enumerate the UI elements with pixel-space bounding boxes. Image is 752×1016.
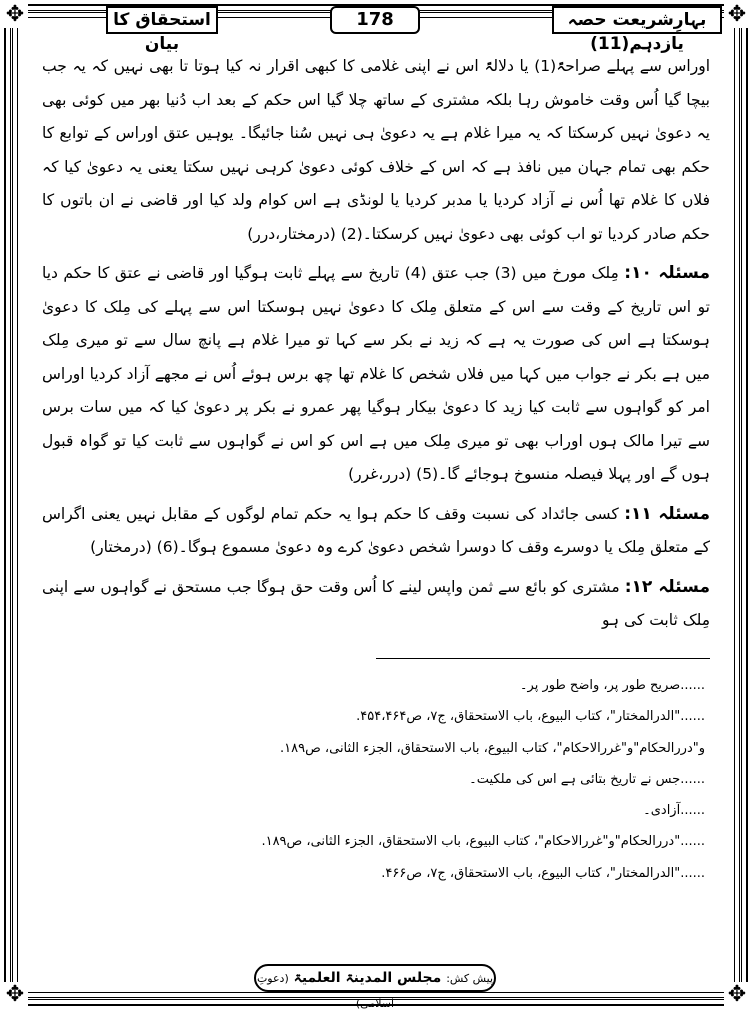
corner-ornament-icon: ✥ [724, 982, 750, 1008]
page-header [30, 6, 722, 54]
footnote: ......آزادی۔ [643, 803, 705, 819]
footnote: و"دررالحکام"و"غررالاحکام"، کتاب البیوع، باب الاستحقاق، الجزء الثانی، ص۱۸۹. [279, 740, 705, 756]
publisher-name: مجلس المدینۃ العلمیۃ [293, 970, 442, 986]
footnote: ......"دررالحکام"و"غررالاحکام"، کتاب البیوع، باب الاستحقاق، الجزء الثانی، ص۱۸۹. [261, 834, 705, 850]
footnote: ......جس نے تاریخ بتائی ہے اس کی ملکیت۔ [469, 771, 705, 787]
corner-ornament-icon: ✥ [724, 2, 750, 28]
paragraph-text: مشتری کو بائع سے ثمن واپس لینے کا اُس وقت حق ہوگا جب مستحق نے گواہوں سے اپنی مِلک ثابت کی ہو [42, 577, 710, 629]
paragraph-text: مِلک مورخ میں (3) جب عتق (4) تاریخ سے پہلے ثابت ہوگیا اور قاضی نے عتق کا حکم دیا تو اس تاریخ کے وقت سے اس کے متعلق مِلک کا دعویٰ نہیں ہوسکتا اس سے پہلے کی مِلک کا دعویٰ ہوسکتا ہے اس کی صورت یہ ہے کہ زید نے بکر سے کہا تو میرا غلام ہے پانچ سال سے تو میری مِلک میں ہے بکر نے جواب میں کہا میں فلاں شخص کا غلام تھا چھ برس ہوئے اُس نے مجھے آزاد کردیا اوراس امر کو گواہوں سے ثابت کیا زید کا دعویٰ بیکار ہوگیا پھر عمرو نے بکر پر دعویٰ کیا کہ میں سات برس سے تیرا مالک ہوں اوراب بھی تو میری مِلک میں ہے اس کو اس نے گواہوں سے ثابت کیا تو گواہ قبول ہوں گے اور پہلا فیصلہ منسوخ ہوجائے گا۔(5) (درر،غرر) [42, 264, 710, 483]
book-title: بہارِشریعت حصہ یازدہم(11) [552, 6, 722, 34]
main-text [42, 50, 710, 638]
paragraph-text: کسی جائداد کی نسبت وقف کا حکم ہوا یہ حکم تمام لوگوں کے مقابل نہیں یعنی اگراس کے متعلق مِلک یا دوسرے وقف کا دوسرا شخص دعویٰ کرے وہ دعویٰ مسموع ہوگا۔(6) (درمختار) [42, 504, 710, 556]
publisher-note: (دعوتِ اسلامی) [256, 972, 395, 1010]
footer-prefix: پیش کش: [446, 972, 494, 985]
paragraph [42, 498, 710, 565]
publisher-footer [254, 964, 496, 1010]
corner-ornament-icon: ✥ [2, 982, 28, 1008]
masala-label: مسئلہ ۱۱: [624, 503, 710, 524]
masala-label: مسئلہ ۱۰: [624, 263, 710, 283]
masala-label: مسئلہ ۱۲: [624, 576, 710, 597]
paragraph [42, 571, 710, 638]
footnote-divider [376, 658, 710, 659]
page-number: 178 [330, 6, 420, 34]
paragraph [42, 257, 710, 492]
corner-ornament-icon: ✥ [2, 2, 28, 28]
chapter-title: استحقاق کا بیان [106, 6, 218, 34]
paragraph-text: اوراس سے پہلے صراحۃً(1) یا دلالۃً اس نے اپنی غلامی کا کبھی اقرار نہ کیا ہوتا تا بھی نہیں کہ یہ جب بیچا گیا اُس وقت خاموش رہا بلکہ مشتری کے ساتھ چلا گیا اس حکم کے بعد اب دُنیا بھر میں کوئی بھی یہ دعویٰ نہیں کرسکتا کہ یہ میرا غلام ہے یہ دعویٰ ہی نہیں سُنا جائیگا۔ یوہیں عتق اوراس کے توابع کا حکم بھی تمام جہان میں نافذ ہے کہ اس کے خلاف کوئی دعویٰ کرہی نہیں سکتا یعنی یہ دعویٰ کیا کہ فلاں کا غلام تھا اُس نے آزاد کردیا یا مدبر کردیا یا لونڈی ہے اس کوام ولد کیا اور قاضی نے ان باتوں کا حکم صادر کردیا تو اب کوئی بھی دعویٰ نہیں کرسکتا۔(2) (درمختار،درر) [42, 57, 711, 243]
footnotes [120, 670, 705, 889]
footnote: ......صریح طور پر، واضح طور پر۔ [519, 678, 705, 693]
paragraph [42, 50, 710, 251]
footnote: ......"الدرالمختار"، کتاب البیوع، باب الاستحقاق، ج۷، ص۴۶۶. [381, 865, 705, 881]
footnote: ......"الدرالمختار"، کتاب البیوع، باب الاستحقاق، ج۷، ص۴۵۴،۴۶۴. [356, 709, 705, 725]
